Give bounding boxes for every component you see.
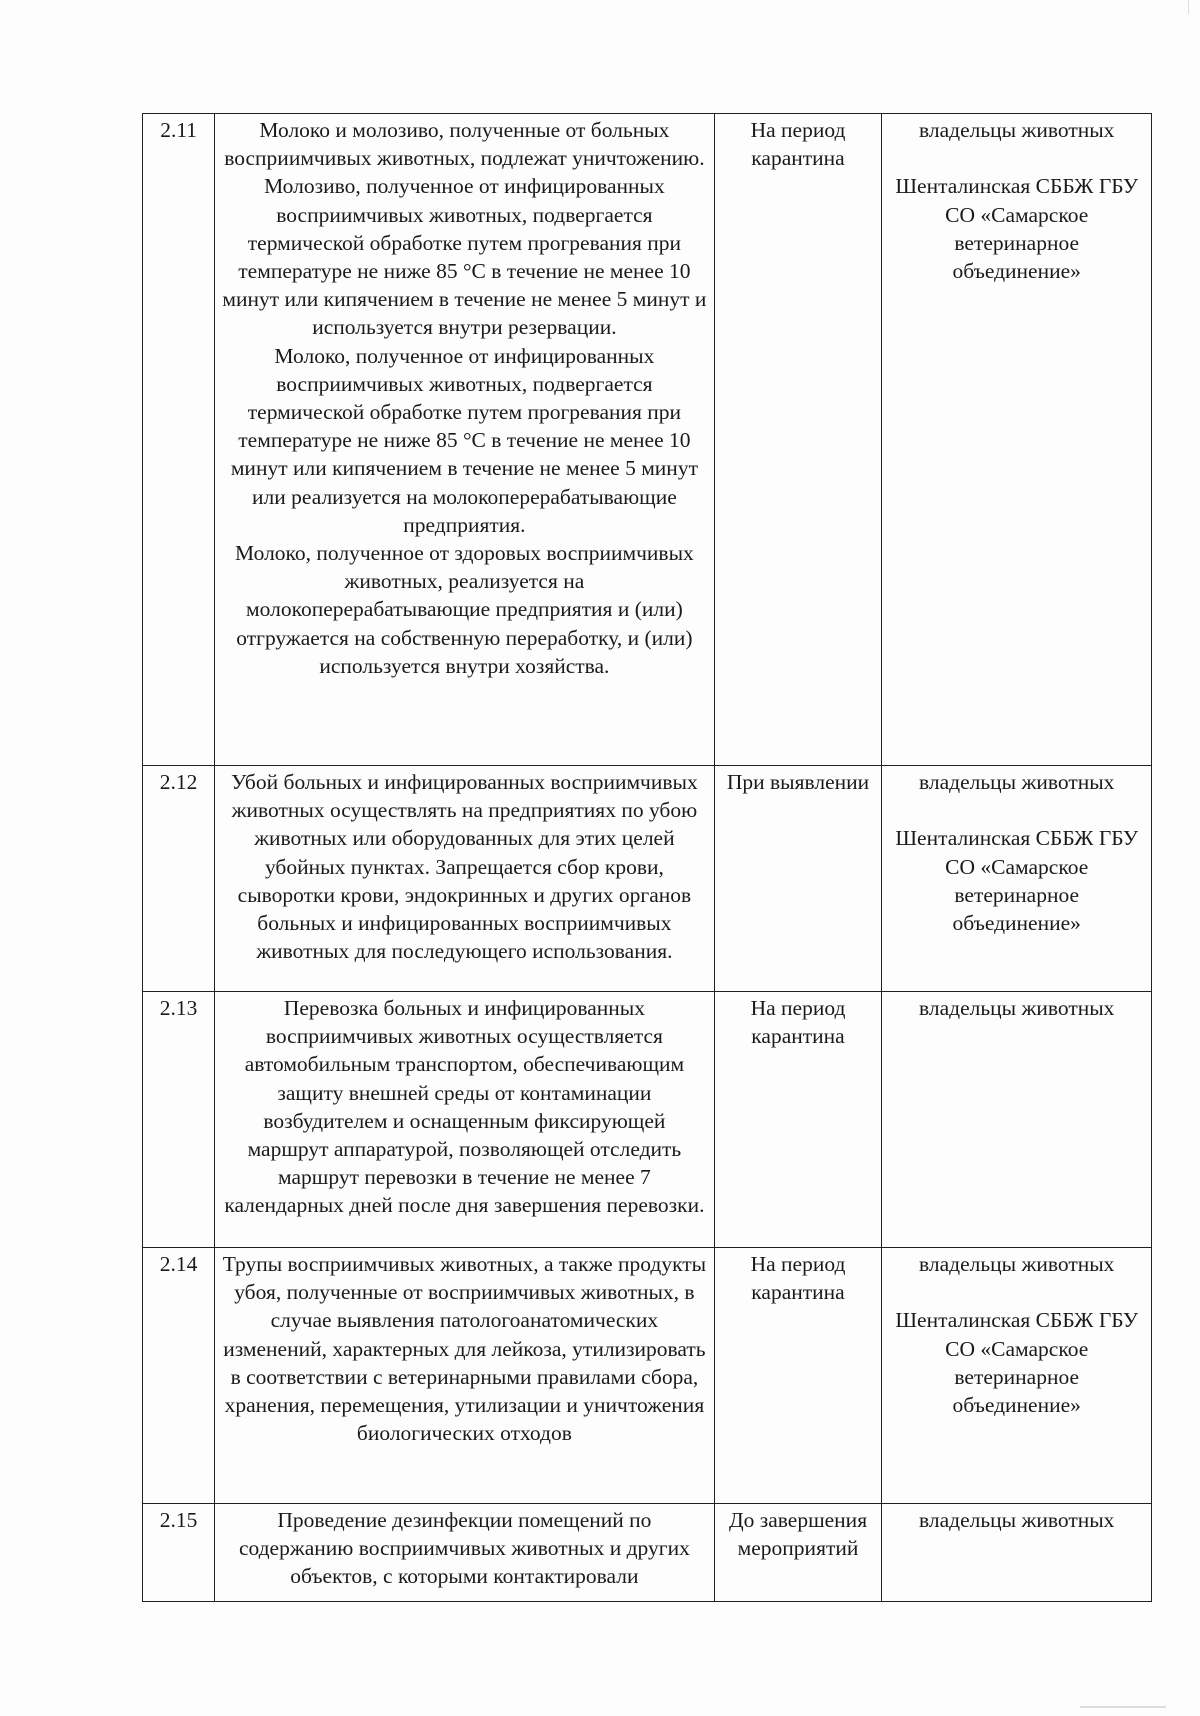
responsible-cell: владельцы животных Шенталинская СББЖ ГБУ СО «Самарское ветеринарное объединение» [882,114,1152,766]
responsible-cell: владельцы животных Шенталинская СББЖ ГБУ СО «Самарское ветеринарное объединение» [882,1248,1152,1504]
measure-text: Молоко и молозиво, полученные от больных восприимчивых животных, подлежат уничтожению. Молозиво, полученное от инфицированных восприимчивых животных, подвергается термической обработке путем прогревания при температуре не ниже 85 °С в течение не менее 10 минут или кипячением в течение не менее 5 минут и используется внутри резервации. Молоко, полученное от инфицированных восприимчивых животных, подвергается термической обработке путем прогревания при температуре не ниже 85 °С в течение не менее 10 минут или кипячением в течение не менее 5 минут или реализуется на молокоперерабатывающие предприятия. Молоко, полученное от здоровых восприимчивых животных, реализуется на молокоперерабатывающие предприятия и (или) отгружается на собственную переработку, и (или) используется внутри хозяйства. [215,114,714,766]
period-cell: На период карантина [714,992,882,1248]
responsible-cell: владельцы животных [882,1504,1152,1602]
row-number: 2.15 [143,1504,215,1602]
measure-text: Убой больных и инфицированных восприимчивых животных осуществлять на предприятиях по убою животных или оборудованных для этих целей убойных пунктах. Запрещается сбор крови, сыворотки крови, эндокринных и других органов больных и инфицированных восприимчивых животных для последующего использования. [215,766,714,992]
scan-artifact-top-right [1188,0,1189,14]
period-cell: На период карантина [714,1248,882,1504]
scan-artifact-bottom-right [1080,1706,1166,1708]
responsible-cell: владельцы животных [882,992,1152,1248]
responsible-cell: владельцы животных Шенталинская СББЖ ГБУ СО «Самарское ветеринарное объединение» [882,766,1152,992]
measure-text: Перевозка больных и инфицированных восприимчивых животных осуществляется автомобильным транспортом, обеспечивающим защиту внешней среды от контаминации возбудителем и оснащенным фиксирующей маршрут аппаратурой, позволяющей отследить маршрут перевозки в течение не менее 7 календарных дней после дня завершения перевозки. [215,992,714,1248]
measure-text: Трупы восприимчивых животных, а также продукты убоя, полученные от восприимчивых животных, в случае выявления патологоанатомических изменений, характерных для лейкоза, утилизировать в соответствии с ветеринарными правилами сбора, хранения, перемещения, утилизации и уничтожения биологических отходов [215,1248,714,1504]
row-number: 2.11 [143,114,215,766]
table-row [143,992,1152,1248]
period-cell: До завершения мероприятий [714,1504,882,1602]
period-cell: На период карантина [714,114,882,766]
table-row [143,114,1152,766]
row-number: 2.14 [143,1248,215,1504]
row-number: 2.13 [143,992,215,1248]
period-cell: При выявлении [714,766,882,992]
measure-text: Проведение дезинфекции помещений по содержанию восприимчивых животных и других объектов, с которыми контактировали [215,1504,714,1602]
measures-table [142,113,1152,1602]
table-row [143,1504,1152,1602]
table-row [143,766,1152,992]
row-number: 2.12 [143,766,215,992]
table-row [143,1248,1152,1504]
